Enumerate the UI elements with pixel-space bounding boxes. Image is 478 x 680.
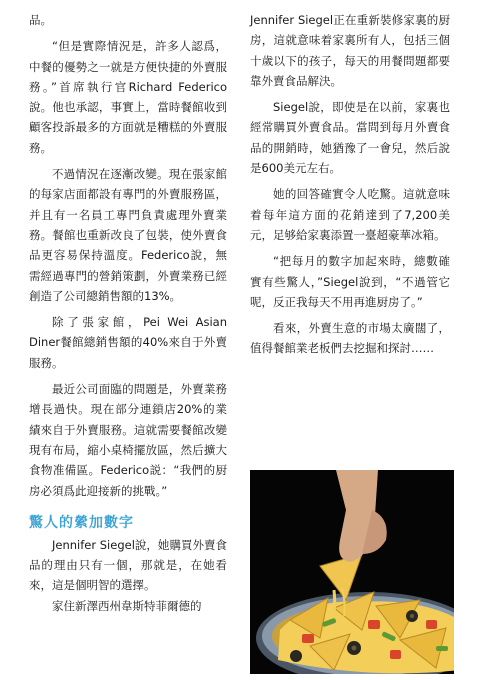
paragraph: Jennifer Siegel正在重新裝修家裏的厨房，這就意味着家裏所有人，包括三個十歲以下的孩子，每天的用餐問題都要靠外賣食品解決。 bbox=[250, 13, 450, 88]
paragraph: 品。 bbox=[29, 13, 52, 27]
left-column bbox=[29, 10, 227, 616]
paragraph: 家住新澤西州韋斯特菲爾德的 bbox=[52, 598, 202, 613]
section-heading: 驚人的縈加數字 bbox=[29, 514, 134, 531]
paragraph: “但是實際情況是，許多人認爲，中餐的優勢之一就是方便快捷的外賣服務。”首席執行官Richard Federico說。他也承認，事實上，當時餐館收到顧客投訴最多的方面就是糟糕的外賣服務。 bbox=[29, 39, 227, 155]
paragraph: Siegel說，即使是在以前，家裏也經常購買外賣食品。當問到每月外賣食品的開銷時，她猶豫了一會兒，然后說是600美元左右。 bbox=[250, 100, 450, 176]
paragraph: 她的回答確實令人吃驚。這就意味着每年這方面的花銷達到了7,200美元，足够給家裏添置一臺超豪華冰箱。 bbox=[250, 187, 450, 242]
right-column bbox=[250, 10, 450, 365]
nachos-photo-icon bbox=[250, 470, 454, 674]
paragraph: 不過情況在逐漸改變。現在張家館的每家店面都設有專門的外賣服務區，并且有一名員工專門負責處理外賣業務。餐館也重新改良了包裝，使外賣食品更容易保持溫度。Federico說，無需經過專門的營銷策劃，外賣業務已經創造了公司總銷售額的13%。 bbox=[29, 167, 227, 303]
paragraph: 最近公司面臨的問題是，外賣業務增長過快。現在部分連鎖店20%的業績來自于外賣服務。這就需要餐館改變現有布局，縮小桌椅擺放區，然后擴大食物准備區。Federico説：“我們的厨房必須爲此迎接新的挑戰。” bbox=[29, 382, 227, 498]
paragraph: 看來，外賣生意的市場太廣闊了，值得餐館業老板們去挖掘和探討…… bbox=[250, 321, 450, 356]
paragraph: 除了張家館，Pei Wei Asian Diner餐館總銷售額的40%來自于外賣服務。 bbox=[29, 315, 227, 370]
nachos-illustration bbox=[250, 470, 454, 674]
paragraph: “把每月的數字加起來時，總數確實有些驚人，”Siegel說到，“不過管它呢，反正我每天不用再進厨房了。” bbox=[250, 254, 450, 309]
paragraph: Jennifer Siegel說，她購買外賣食品的理由只有一個，那就是，在她看來，這是個明智的選擇。 bbox=[29, 537, 227, 593]
